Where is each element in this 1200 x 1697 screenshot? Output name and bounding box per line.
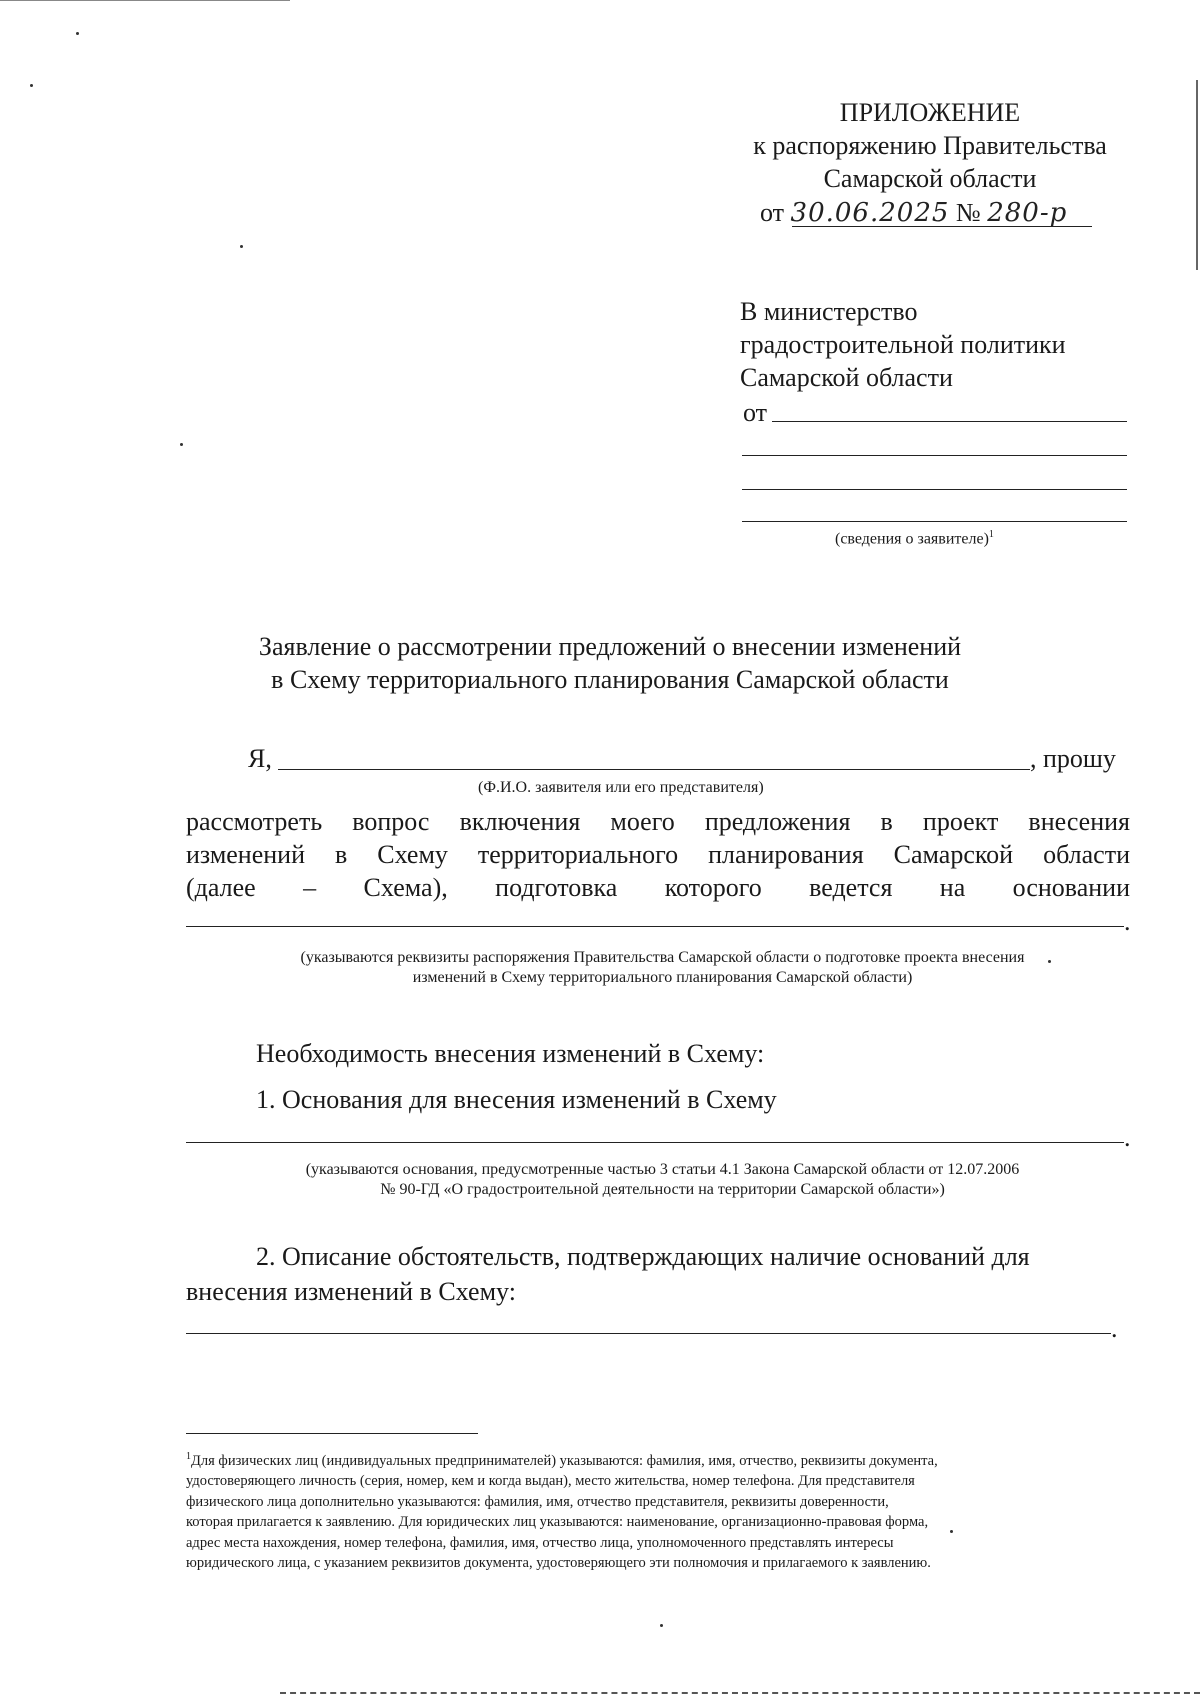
title-line-2: в Схему территориального планирования Самарской области (271, 665, 949, 694)
item-1-heading: 1. Основания для внесения изменений в Схему (256, 1085, 777, 1114)
scan-speck (240, 245, 243, 248)
footnote-line-4: которая прилагается к заявлению. Для юридических лиц указываются: наименование, организационно-правовая форма, (186, 1514, 929, 1531)
footnote-line-3: физического лица дополнительно указываются: фамилия, имя, отчество представителя, реквизиты доверенности, (186, 1493, 889, 1510)
item-1-caption-line-2: № 90-ГД «О градостроительной деятельности на территории Самарской области») (380, 1181, 945, 1198)
basis-field[interactable] (186, 926, 1124, 927)
addressee-line-1: В министерство (740, 297, 918, 326)
footnote-mark: 1 (186, 1451, 191, 1462)
addressee-line-2: градостроительной политики (740, 330, 1066, 359)
footnote-line-5: адрес места нахождения, номер телефона, фамилия, имя, отчество лица, уполномоченного представлять интересы (186, 1534, 894, 1551)
footnote-line-2: удостоверяющего личность (серия, номер, кем и когда выдан), место жительства, номер телефона. Для представителя (186, 1473, 915, 1490)
footnote-separator (186, 1433, 478, 1434)
scan-speck (76, 32, 79, 35)
item-2-heading-line-1: 2. Описание обстоятельств, подтверждающих наличие оснований для (256, 1242, 1030, 1271)
scan-bottom-edge-dashes (280, 1692, 1200, 1694)
basis-field-period: . (1124, 907, 1131, 936)
item-1-field-period: . (1124, 1123, 1131, 1152)
item-2-field[interactable] (186, 1333, 1111, 1334)
title-line-1: Заявление о рассмотрении предложений о внесении изменений (258, 632, 962, 661)
basis-caption-line-1: (указываются реквизиты распоряжения Правительства Самарской области о подготовке проекта внесения (300, 949, 1025, 966)
necessity-heading: Необходимость внесения изменений в Схему: (256, 1039, 765, 1068)
applicant-field-line-2[interactable] (742, 455, 1127, 456)
appendix-heading: ПРИЛОЖЕНИЕ (839, 98, 1021, 127)
applicant-field-line-4[interactable] (742, 521, 1127, 522)
item-2-field-period: . (1111, 1314, 1118, 1343)
handwritten-date: 30.06.2025 (790, 198, 950, 228)
applicant-field-line-3[interactable] (742, 489, 1127, 490)
item-1-field[interactable] (186, 1142, 1124, 1143)
item-1-caption-line-1: (указываются основания, предусмотренные частью 3 статьи 4.1 Закона Самарской области от 12.07.2006 (305, 1161, 1020, 1178)
addressee-block (740, 295, 1160, 394)
footnote-line-1-text: Для физических лиц (индивидуальных предпринимателей) указываются: фамилия, имя, отчество, реквизиты документа, (191, 1452, 938, 1469)
name-caption: (Ф.И.О. заявителя или его представителя) (478, 779, 764, 796)
scan-speck (180, 443, 183, 446)
appendix-date-row (760, 196, 1090, 230)
ask-label: , прошу (1030, 744, 1116, 773)
i-label: Я, (248, 744, 272, 773)
scan-right-edge-line (1196, 80, 1198, 270)
request-paragraph-line-1: рассмотреть вопрос включения моего предложения в проект внесения (186, 807, 1130, 836)
document-title (180, 630, 1040, 696)
item-2-heading-line-2: внесения изменений в Схему: (186, 1277, 516, 1306)
basis-caption (190, 948, 1135, 988)
date-underline (792, 226, 1092, 227)
footnote-reference: 1 (988, 529, 994, 540)
request-paragraph-line-3: (далее – Схема), подготовка которого ведется на основании (186, 873, 1130, 902)
basis-caption-line-2: изменений в Схему территориального планирования Самарской области) (412, 969, 913, 986)
scan-speck (660, 1624, 663, 1627)
applicant-field-line-1[interactable] (772, 421, 1127, 422)
number-sign: № (955, 198, 981, 227)
full-name-field[interactable] (278, 769, 1030, 770)
date-prefix: от (760, 198, 785, 227)
appendix-header (700, 96, 1160, 195)
applicant-caption (835, 525, 994, 549)
scan-top-edge-line (0, 0, 290, 1)
scan-speck (30, 84, 33, 87)
addressee-line-3: Самарской области (740, 363, 953, 392)
footnote-block (186, 1447, 1146, 1574)
from-label: от (743, 398, 768, 427)
footnote-line-1 (186, 1447, 1146, 1471)
footnote-line-6: юридического лица, с указанием реквизитов документа, удостоверяющего эти полномочия и прилагаемого к заявлению. (186, 1555, 931, 1572)
request-paragraph-line-2: изменений в Схему территориального планирования Самарской области (186, 840, 1130, 869)
appendix-line-2: Самарской области (823, 164, 1037, 193)
handwritten-number: 280-р (987, 198, 1068, 228)
applicant-caption-text: (сведения о заявителе) (835, 530, 989, 548)
item-1-caption (190, 1160, 1135, 1200)
appendix-line-1: к распоряжению Правительства (753, 131, 1107, 160)
